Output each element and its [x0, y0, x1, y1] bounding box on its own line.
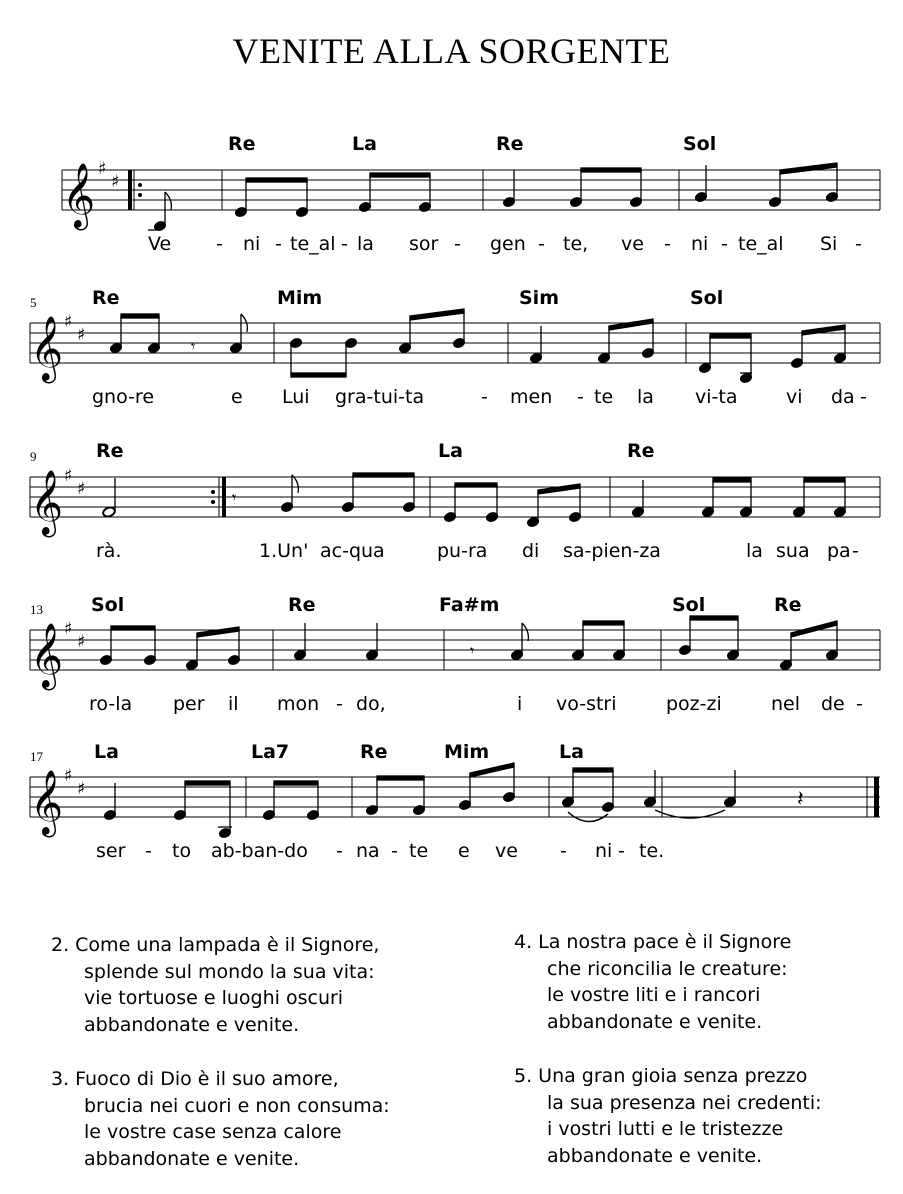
lyric-syllable: - — [454, 233, 461, 255]
lyric-syllable: gen — [490, 233, 526, 255]
lyric-syllable: la — [637, 386, 654, 408]
sharp-icon: ♯ — [64, 466, 73, 486]
sharp-icon: ♯ — [77, 325, 86, 345]
sharp-icon: ♯ — [77, 479, 86, 499]
chord: Sol — [91, 594, 125, 616]
lyric-syllable: - — [664, 233, 671, 255]
chord: La7 — [251, 741, 290, 763]
lyric-syllable: il — [228, 693, 239, 715]
verse-line: che riconcilia le creature: — [547, 957, 788, 980]
lyric-syllable: mon — [277, 693, 320, 715]
lyric-syllable: to — [172, 840, 192, 862]
verse-line: brucia nei cuori e non consuma: — [84, 1094, 390, 1117]
verse-line: vie tortuose e luoghi oscuri — [84, 987, 344, 1009]
svg-text:𝄾: 𝄾 — [191, 337, 196, 356]
sharp-icon: ♯ — [64, 312, 73, 332]
lyric-syllable: e — [231, 386, 243, 408]
lyric-syllable: poz-zi — [666, 693, 722, 715]
verse-line: la sua presenza nei credenti: — [547, 1091, 822, 1114]
lyric-syllable: la — [746, 540, 763, 562]
lyric-syllable: ro-la — [89, 693, 133, 715]
chord: Re — [627, 440, 655, 462]
sharp-icon: ♯ — [64, 619, 73, 639]
sharp-icon: ♯ — [77, 632, 86, 652]
verse-line: le vostre liti e i rancori — [547, 984, 761, 1006]
lyric-syllable: 1.Un' — [259, 540, 309, 562]
lyric-syllable: - — [145, 840, 152, 862]
measure-number: 17 — [30, 749, 43, 764]
lyric-syllable: sua — [776, 540, 810, 562]
chord: La — [438, 440, 463, 462]
sharp-icon: ♯ — [111, 172, 120, 192]
treble-clef-icon: 𝄞 — [62, 163, 96, 228]
chord: Sol — [690, 287, 724, 309]
verse-5 — [514, 1063, 822, 1169]
lyric-syllable: Ve — [148, 233, 172, 255]
treble-clef-icon: 𝄞 — [30, 770, 64, 835]
verse-line: i vostri lutti e le tristezze — [547, 1118, 784, 1140]
lyric-syllable: vi — [786, 386, 803, 408]
chord: Re — [228, 133, 256, 155]
chord: Fa#m — [439, 594, 500, 616]
lyric-syllable: - — [560, 840, 567, 862]
chord: Sim — [519, 287, 559, 309]
lyric-syllable: ser — [96, 840, 126, 862]
verse-line: le vostre case senza calore — [84, 1121, 342, 1143]
lyric-syllable: i — [517, 693, 523, 715]
lyric-syllable: de — [821, 693, 845, 715]
verse-3 — [51, 1066, 390, 1172]
lyric-syllable: te_al — [738, 233, 784, 255]
chord: La — [94, 741, 119, 763]
verse-line: 4. La nostra pace è il Signore — [514, 931, 792, 953]
lyric-syllable: ni — [243, 233, 261, 255]
lyric-syllable: - — [721, 233, 728, 255]
lyric-syllable: ve — [495, 840, 518, 862]
chord: Re — [96, 440, 124, 462]
sharp-icon: ♯ — [98, 159, 107, 179]
lyric-syllable: ve — [621, 233, 644, 255]
svg-text:𝄾: 𝄾 — [470, 641, 475, 660]
chord: La — [559, 741, 584, 763]
svg-text:𝄽: 𝄽 — [797, 787, 804, 812]
chord: La — [352, 133, 377, 155]
lyric-syllable: nel — [771, 693, 801, 715]
verse-2 — [51, 932, 379, 1038]
lyric-syllable: - — [391, 840, 398, 862]
chord: Mim — [444, 741, 490, 763]
measure-number: 9 — [30, 449, 37, 464]
lyric-syllable: gno-re — [92, 386, 155, 408]
lyric-syllable: rà. — [96, 540, 122, 562]
chord: Re — [92, 287, 120, 309]
chord: Re — [360, 741, 388, 763]
lyric-syllable: sor — [409, 233, 439, 255]
lyric-syllable: ab-ban-do — [211, 840, 308, 862]
lyric-syllable: vo-stri — [556, 693, 617, 715]
verse-line: 5. Una gran gioia senza prezzo — [514, 1065, 808, 1087]
lyric-syllable: sa-pien-za — [563, 540, 661, 562]
verse-line: abbandonate e venite. — [84, 1147, 300, 1170]
song-title: VENITE ALLA SORGENTE — [232, 31, 671, 71]
lyric-syllable: - — [538, 233, 545, 255]
lyric-syllable: Lui — [282, 386, 310, 408]
lyric-syllable: - — [856, 693, 863, 715]
lyric-syllable: vi-ta — [695, 386, 738, 408]
lyric-syllable: - — [855, 233, 862, 255]
verse-4 — [514, 929, 791, 1035]
treble-clef-icon: 𝄞 — [30, 470, 64, 535]
treble-clef-icon: 𝄞 — [30, 623, 64, 688]
measure-number: 13 — [30, 602, 43, 617]
lyric-syllable: gra-tui-ta — [335, 386, 425, 408]
lyric-syllable: te — [409, 840, 429, 862]
lyric-syllable: Si — [820, 233, 838, 255]
lyric-syllable: ni — [595, 840, 613, 862]
lyric-syllable: - — [481, 386, 488, 408]
lyric-syllable: te_al — [290, 233, 336, 255]
chord: Re — [288, 594, 316, 616]
lyric-syllable: - — [341, 233, 348, 255]
lyric-syllable: te, — [563, 233, 589, 255]
lyric-syllable: ni — [691, 233, 709, 255]
lyric-syllable: ac-qua — [320, 540, 385, 562]
lyric-syllable: di — [522, 540, 540, 562]
chord: Re — [774, 594, 802, 616]
lyric-syllable: - — [336, 693, 343, 715]
chord: Re — [496, 133, 524, 155]
lyric-syllable: te. — [639, 840, 665, 862]
lyric-syllable: pu-ra — [437, 540, 488, 562]
lyric-syllable: pa — [827, 540, 851, 562]
lyric-syllable: - — [216, 233, 223, 255]
lyric-syllable: na — [356, 840, 380, 862]
lyric-syllable: men — [510, 386, 553, 408]
sharp-icon: ♯ — [77, 779, 86, 799]
lyric-syllable: - — [852, 540, 859, 562]
verse-line: splende sul mondo la sua vita: — [84, 960, 375, 983]
verse-line: 3. Fuoco di Dio è il suo amore, — [51, 1068, 339, 1090]
lyric-syllable: - — [577, 386, 584, 408]
treble-clef-icon: 𝄞 — [30, 316, 64, 381]
lyric-syllable: - — [336, 840, 343, 862]
sharp-icon: ♯ — [64, 766, 73, 786]
verse-line: abbandonate e venite. — [547, 1010, 763, 1033]
svg-text:𝄾: 𝄾 — [232, 488, 237, 507]
chord: Sol — [672, 594, 706, 616]
lyric-syllable: - — [275, 233, 282, 255]
lyric-syllable: da — [831, 386, 855, 408]
lyric-syllable: per — [173, 693, 205, 715]
chord: Mim — [277, 287, 323, 309]
verse-line: 2. Come una lampada è il Signore, — [51, 934, 380, 956]
lyric-syllable: - — [860, 386, 867, 408]
chord: Sol — [683, 133, 717, 155]
lyric-syllable: - — [618, 840, 625, 862]
lyric-syllable: te — [594, 386, 614, 408]
lyric-syllable: do, — [356, 693, 386, 715]
verse-line: abbandonate e venite. — [84, 1013, 300, 1036]
lyric-syllable: e — [458, 840, 470, 862]
measure-number: 5 — [30, 295, 37, 310]
verse-line: abbandonate e venite. — [547, 1144, 763, 1167]
lyric-syllable: la — [357, 233, 374, 255]
